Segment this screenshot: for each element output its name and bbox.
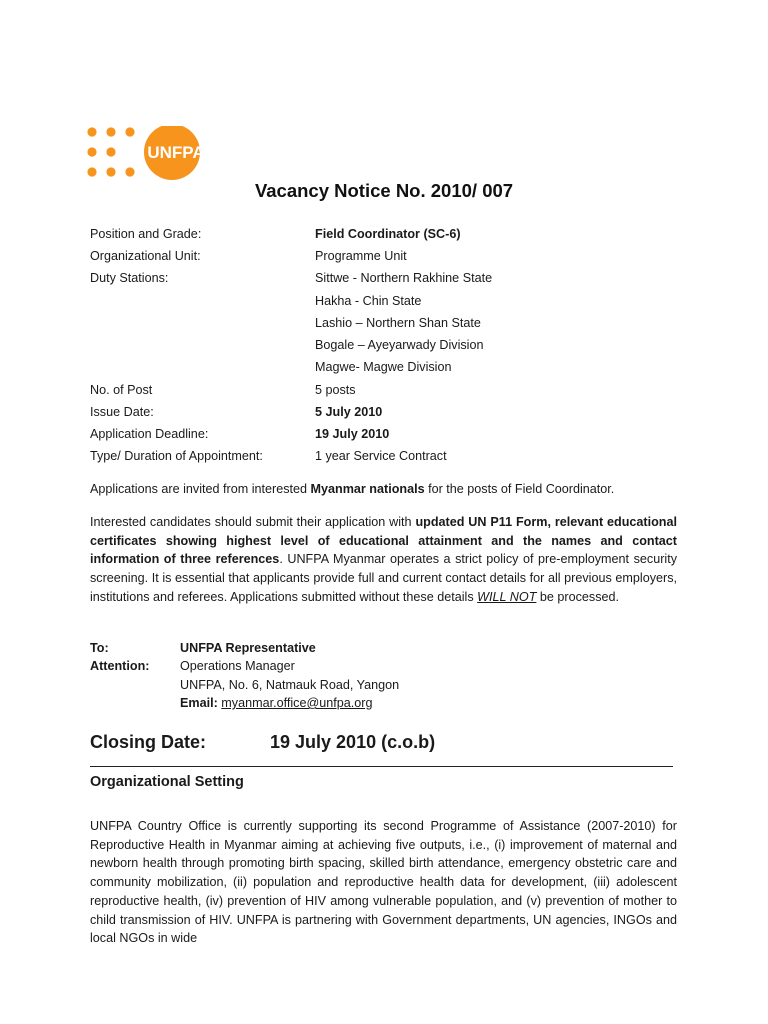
to-label: To: bbox=[90, 641, 109, 655]
intro-text-nationals: Myanmar nationals bbox=[310, 482, 425, 496]
instructions-will-not: WILL NOT bbox=[477, 589, 537, 604]
intro-text-a: Applications are invited from interested bbox=[90, 482, 311, 496]
unfpa-logo-graphic bbox=[86, 126, 201, 182]
detail-label: Organizational Unit: bbox=[90, 249, 201, 263]
closing-date-label: Closing Date: bbox=[90, 732, 207, 752]
detail-label: No. of Post bbox=[90, 383, 153, 397]
detail-value: Bogale – Ayeyarwady Division bbox=[315, 338, 484, 352]
detail-value: 5 July 2010 bbox=[315, 405, 383, 419]
instructions-paragraph bbox=[90, 513, 677, 607]
detail-value: Hakha - Chin State bbox=[315, 294, 422, 308]
divider bbox=[90, 766, 673, 767]
email-label: Email: bbox=[180, 696, 218, 710]
unfpa-logo bbox=[86, 126, 201, 182]
closing-date-row bbox=[90, 732, 436, 753]
organizational-setting-text: UNFPA Country Office is currently supporting its second Programme of Assistance (2007-2010) for Reproductive Health in Myanmar aiming at achieving five outputs, i.e., (i) improvement of maternal and newborn health through promoting birth spacing, skilled birth attendance, emergency obstetric care and community mobilization, (ii) population and reproductive health data for development, (iii) adolescent reproductive health, (iv) prevention of HIV among vulnerable population, and (v) prevention of mother to child transmission of HIV. UNFPA is partnering with Government departments, UN agencies, INGOs and local NGOs in wide bbox=[90, 819, 677, 946]
detail-value: Programme Unit bbox=[315, 249, 407, 263]
detail-label: Position and Grade: bbox=[90, 227, 202, 241]
intro-paragraph bbox=[90, 480, 677, 499]
instructions-required-docs: updated UN P11 Form, relevant educational certificates showing highest level of educational attainment and the names and contact information of three references bbox=[90, 515, 677, 567]
detail-value: Lashio – Northern Shan State bbox=[315, 316, 481, 330]
detail-value: Sittwe - Northern Rakhine State bbox=[315, 271, 493, 285]
detail-label: Issue Date: bbox=[90, 405, 154, 419]
instructions-text-2: . UNFPA Myanmar operates a strict policy of pre-employment security screening. It is essential that applicants provide full and current contact details for all previous employers, institutions and referees. Applications submitted without these details bbox=[90, 552, 677, 604]
attention-label: Attention: bbox=[90, 659, 150, 673]
detail-value: 5 posts bbox=[315, 383, 356, 397]
section-heading: Organizational Setting bbox=[90, 774, 244, 790]
closing-date-value: 19 July 2010 (c.o.b) bbox=[270, 732, 436, 752]
intro-text-c: for the posts of Field Coordinator. bbox=[424, 482, 615, 496]
detail-value: Field Coordinator (SC-6) bbox=[315, 227, 461, 241]
to-value: UNFPA Representative bbox=[180, 641, 316, 655]
instructions-text-1: Interested candidates should submit their application with bbox=[90, 515, 416, 529]
email-link[interactable]: myanmar.office@unfpa.org bbox=[221, 696, 373, 710]
detail-label: Duty Stations: bbox=[90, 271, 169, 285]
attention-value: Operations Manager bbox=[180, 659, 295, 673]
detail-value: 1 year Service Contract bbox=[315, 449, 447, 463]
detail-label: Type/ Duration of Appointment: bbox=[90, 449, 263, 463]
detail-label: Application Deadline: bbox=[90, 427, 209, 441]
detail-value: 19 July 2010 bbox=[315, 427, 390, 441]
un-emblem-icon bbox=[122, 144, 138, 160]
email-line bbox=[180, 694, 372, 712]
detail-value: Magwe- Magwe Division bbox=[315, 360, 452, 374]
page-title: Vacancy Notice No. 2010/ 007 bbox=[254, 180, 514, 201]
logo-text: UNFPA bbox=[147, 143, 201, 162]
instructions-text-3: be processed. bbox=[536, 589, 620, 604]
street-address: UNFPA, No. 6, Natmauk Road, Yangon bbox=[180, 678, 400, 692]
